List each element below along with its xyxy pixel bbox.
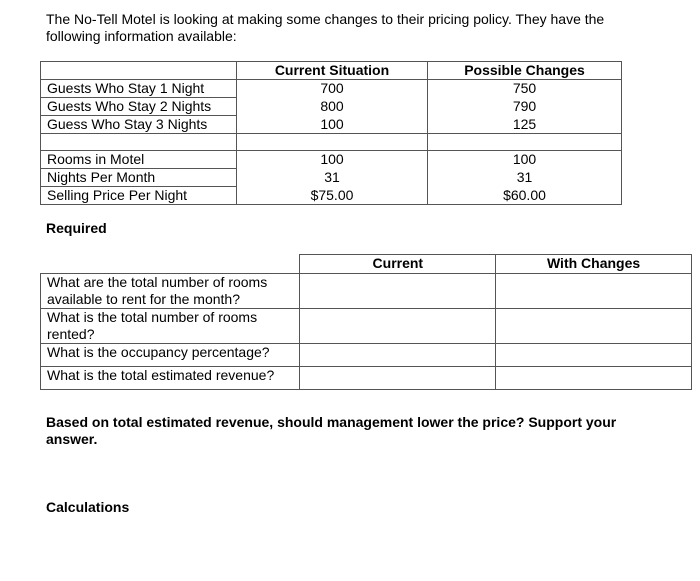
answer-cell-current bbox=[300, 274, 496, 309]
row-current: 700 bbox=[237, 80, 428, 98]
table-row bbox=[41, 344, 692, 367]
table-row bbox=[41, 274, 692, 309]
question-cell: What is the occupancy percentage? bbox=[41, 344, 300, 367]
row-current: 100 bbox=[237, 116, 428, 134]
row-possible: $60.00 bbox=[427, 187, 621, 205]
answer-cell-with-changes bbox=[496, 274, 692, 309]
row-possible: 750 bbox=[427, 80, 621, 98]
table-row bbox=[41, 309, 692, 344]
row-label: Rooms in Motel bbox=[41, 151, 237, 169]
answer-cell-with-changes bbox=[496, 344, 692, 367]
required-header-with-changes: With Changes bbox=[496, 255, 692, 274]
table-row bbox=[41, 151, 622, 169]
spacer-cell bbox=[41, 134, 237, 151]
row-current: 31 bbox=[237, 169, 428, 187]
row-label: Selling Price Per Night bbox=[41, 187, 237, 205]
info-header-possible: Possible Changes bbox=[427, 62, 621, 80]
answer-cell-current bbox=[300, 344, 496, 367]
table-row bbox=[41, 367, 692, 390]
row-label: Guests Who Stay 1 Night bbox=[41, 80, 237, 98]
info-header-current: Current Situation bbox=[237, 62, 428, 80]
row-possible: 31 bbox=[427, 169, 621, 187]
row-label: Nights Per Month bbox=[41, 169, 237, 187]
table-spacer-row bbox=[41, 134, 622, 151]
intro-paragraph: The No-Tell Motel is looking at making some changes to their pricing policy. They have the following information available: bbox=[46, 11, 605, 44]
required-header-blank bbox=[41, 255, 300, 274]
required-heading: Required bbox=[46, 220, 107, 236]
question-cell: What is the total number of rooms rented? bbox=[41, 309, 300, 344]
row-possible: 125 bbox=[427, 116, 621, 134]
row-current: 100 bbox=[237, 151, 428, 169]
table-row bbox=[41, 116, 622, 134]
info-header-blank bbox=[41, 62, 237, 80]
revenue-question: Based on total estimated revenue, should management lower the price? Support your answer. bbox=[46, 414, 617, 447]
answer-cell-current bbox=[300, 367, 496, 390]
required-header-current: Current bbox=[300, 255, 496, 274]
table-row bbox=[41, 187, 622, 205]
answer-cell-with-changes bbox=[496, 367, 692, 390]
table-row bbox=[41, 98, 622, 116]
table-row bbox=[41, 169, 622, 187]
question-cell: What is the total estimated revenue? bbox=[41, 367, 300, 390]
info-table bbox=[40, 61, 622, 205]
row-label: Guess Who Stay 3 Nights bbox=[41, 116, 237, 134]
row-possible: 790 bbox=[427, 98, 621, 116]
answer-cell-current bbox=[300, 309, 496, 344]
question-cell: What are the total number of rooms available to rent for the month? bbox=[41, 274, 300, 309]
table-row bbox=[41, 80, 622, 98]
spacer-cell bbox=[237, 134, 428, 151]
row-possible: 100 bbox=[427, 151, 621, 169]
row-current: $75.00 bbox=[237, 187, 428, 205]
required-table bbox=[40, 254, 692, 390]
info-header-row bbox=[41, 62, 622, 80]
required-header-row bbox=[41, 255, 692, 274]
row-current: 800 bbox=[237, 98, 428, 116]
row-label: Guests Who Stay 2 Nights bbox=[41, 98, 237, 116]
calculations-heading: Calculations bbox=[46, 499, 130, 515]
answer-cell-with-changes bbox=[496, 309, 692, 344]
spacer-cell bbox=[427, 134, 621, 151]
